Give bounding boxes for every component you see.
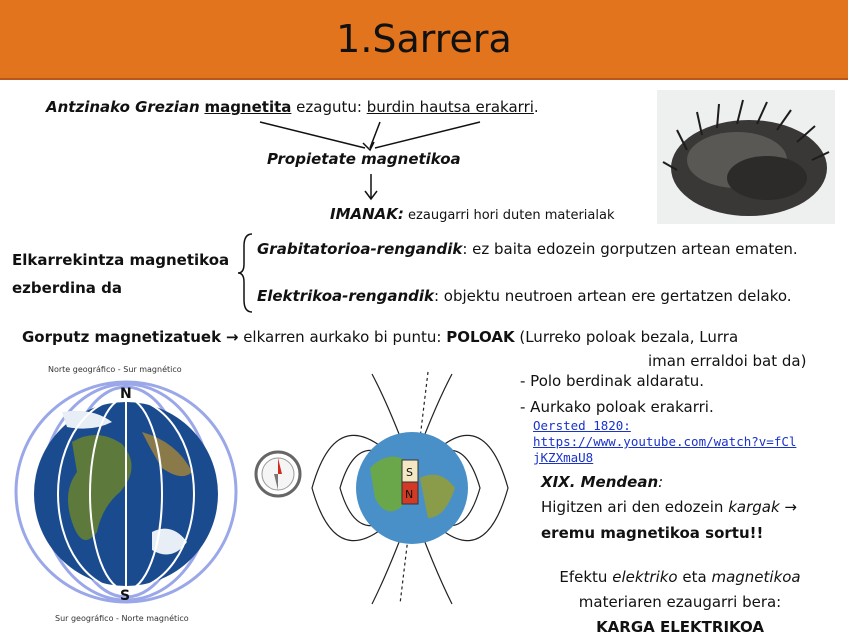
property-text: Propietate magnetikoa [267,150,461,168]
north-label: N [120,386,132,402]
conclusion-line1-b: eta [677,568,712,586]
south-label: S [120,588,131,604]
poles-rest-line1: (Lurreko poloak bezala, Lurra [514,328,739,346]
arrow-right-icon: → [225,328,239,346]
arrow-right-icon: → [779,498,797,516]
conclusion-electric: elektriko [612,568,678,586]
interaction-label [12,246,229,302]
rule-1: - Polo berdinak aldaratu. [520,372,705,390]
xix-line1-italic: kargak [728,498,780,516]
interaction-item1-bold: Grabitatorioa-rengandik [257,240,463,258]
link-line1[interactable]: Oersted 1820: [533,418,631,433]
rule-2: - Aurkako poloak erakarri. [520,398,714,416]
poles-line [22,328,738,346]
conclusion [520,565,840,640]
intro-line [46,98,539,116]
interaction-item1-text: : ez baita edozein gorputzen artean ematen. [462,240,798,258]
intro-mid: ezagutu: [291,98,367,116]
conclusion-line1-a: Efektu [559,568,613,586]
link-line3[interactable]: jKZXmaU8 [533,450,594,465]
interaction-item2-text: : objektu neutroen artean ere gertatzen delako. [433,287,792,305]
conclusion-line3: KARGA ELEKTRIKOA [596,618,764,636]
earth-top-caption: Norte geográfico - Sur magnético [48,365,182,374]
conclusion-magnetic: magnetikoa [711,568,801,586]
conclusion-line2: materiaren ezaugarri bera: [578,593,782,611]
interaction-item1 [257,240,798,258]
title-bar [0,0,848,80]
magnetic-field-figure [300,368,520,608]
page-title: 1.Sarrera [336,17,512,61]
interaction-label-line2: ezberdina da [12,279,122,297]
magnets-line [330,205,614,223]
intro-word-iron: burdin hautsa erakarri [366,98,534,116]
brace [236,232,256,314]
interaction-item2-bold: Elektrikoa-rengandik [257,287,434,305]
earth-figure [2,372,244,612]
magnets-text: ezaugarri hori duten materialak [403,208,615,223]
magnets-label: IMANAK: [330,205,404,223]
poles-text: elkarren aurkako bi puntu: [238,328,447,346]
interaction-item2 [257,287,792,305]
conclusion-line1 [520,565,840,590]
xix-line2 [541,524,763,542]
xix-line2-end: !! [749,524,764,542]
xix-colon: : [658,473,664,491]
magnet-n-label: N [405,488,414,501]
intro-end: . [533,98,539,116]
xix-line1-a: Higitzen ari den edozein [541,498,729,516]
magnet-s-label: S [406,466,413,479]
xix-heading [541,473,663,491]
poles-bold: POLOAK [446,328,515,346]
magnetite-photo [657,90,835,224]
poles-rest-line2: iman erraldoi bat da) [648,352,807,370]
poles-label: Gorputz magnetizatuek [22,328,222,346]
intro-word-magnetita: magnetita [204,98,292,116]
interaction-label-line1: Elkarrekintza magnetikoa [12,251,230,269]
xix-line2-bold: eremu magnetikoa sortu [541,524,750,542]
link-line2[interactable]: https://www.youtube.com/watch?v=fCl [533,434,797,449]
intro-prefix: Antzinako Grezian [46,98,200,116]
earth-bottom-caption: Sur geográfico - Norte magnético [55,614,189,623]
xix-heading-text: XIX. Mendean [541,473,659,491]
xix-line1 [541,498,797,516]
compass-icon [254,450,302,498]
video-link[interactable] [533,418,796,466]
